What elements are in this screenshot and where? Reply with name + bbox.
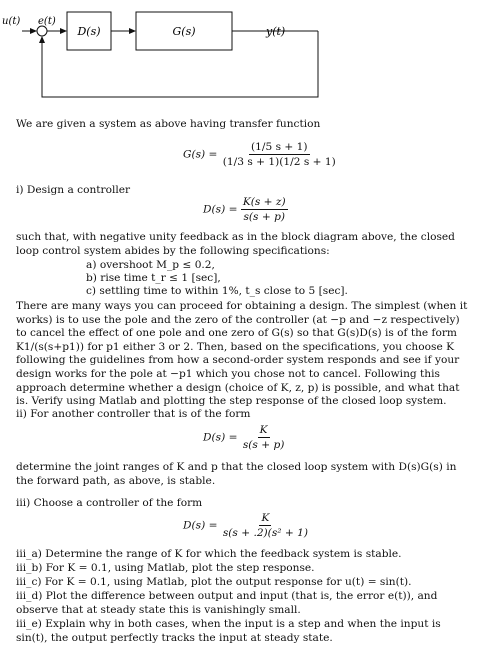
feedback-path	[42, 31, 318, 97]
part-iii-eq-denominator: s(s + .2)(s² + 1)	[222, 527, 308, 539]
controller-label: D(s)	[77, 25, 101, 38]
plant-label: G(s)	[172, 25, 196, 38]
part-ii-eq-denominator: s(s + p)	[242, 439, 285, 451]
spec-rise-time: b) rise time t_r ≤ 1 [sec],	[86, 272, 221, 284]
output-label: y(t)	[266, 25, 286, 38]
input-label: u(t)	[2, 16, 21, 27]
plant-eq-denominator: (1/3 s + 1)(1/2 s + 1)	[222, 156, 336, 168]
part-iii-b: iii_b) For K = 0.1, using Matlab, plot the step response.	[16, 562, 315, 574]
spec-overshoot: a) overshoot M_p ≤ 0.2,	[86, 259, 215, 271]
error-label: e(t)	[38, 16, 56, 27]
part-ii-text: determine the joint ranges of K and p that the closed loop system with D(s)G(s) in the forward path, as above, is stable.	[16, 461, 457, 487]
part-iii-eq-lhs: D(s) =	[183, 519, 218, 532]
part-ii-heading: ii) For another controller that is of the form	[16, 408, 251, 420]
plant-equation	[183, 141, 338, 168]
part-iii-eq-numerator: K	[261, 512, 270, 524]
intro-text: We are given a system as above having transfer function	[16, 118, 321, 130]
part-iii-c: iii_c) For K = 0.1, using Matlab, plot the output response for u(t) = sin(t).	[16, 576, 412, 588]
part-ii-eq-numerator: K	[259, 424, 268, 436]
part-iii-a: iii_a) Determine the range of K for which the feedback system is stable.	[16, 548, 402, 560]
plant-eq-numerator: (1/5 s + 1)	[251, 141, 308, 153]
part-i-text: such that, with negative unity feedback as in the block diagram above, the closed loop control system abides by the following specifications:	[16, 231, 455, 257]
part-i-eq-denominator: s(s + p)	[243, 211, 285, 223]
part-iii-e: iii_e) Explain why in both cases, when the input is a step and when the input is sin(t), the output perfectly tracks the input at steady state.	[16, 618, 441, 644]
part-ii-eq-lhs: D(s) =	[203, 431, 238, 444]
block-diagram	[0, 0, 482, 110]
part-i-eq-lhs: D(s) =	[203, 203, 238, 216]
part-i-eq-numerator: K(s + z)	[242, 196, 286, 208]
part-iii-equation	[183, 512, 310, 539]
part-iii-d: iii_d) Plot the difference between output and input (that is, the error e(t)), and observe that at steady state this is vanishingly small.	[16, 590, 438, 616]
plant-eq-lhs: G(s) =	[183, 148, 218, 161]
part-i-body: There are many ways you can proceed for obtaining a design. The simplest (when it works) is to use the pole and the zero of the controller (at −p and −z respectively) to cancel the effect of one pole and one zero of G(s) so that G(s)D(s) is of the form K1/(s(s+p1)) for p1 either 3 or 2. Then, based on the specifications, you choose K following the guidelines from how a second-order system responds and see if your design works for the pole at −p1 which you chose not to cancel. Following this approach determine whether a design (choice of K, z, p) is possible, and what that is. Verify using Matlab and plotting the step response of the closed loop system.	[16, 300, 468, 408]
spec-settling-time: c) settling time to within 1%, t_s close to 5 [sec].	[86, 285, 348, 297]
part-i-equation	[203, 196, 288, 223]
part-ii-equation	[203, 424, 286, 451]
summing-junction	[37, 26, 47, 36]
part-i-heading: i) Design a controller	[16, 184, 131, 196]
part-iii-heading: iii) Choose a controller of the form	[16, 497, 203, 509]
